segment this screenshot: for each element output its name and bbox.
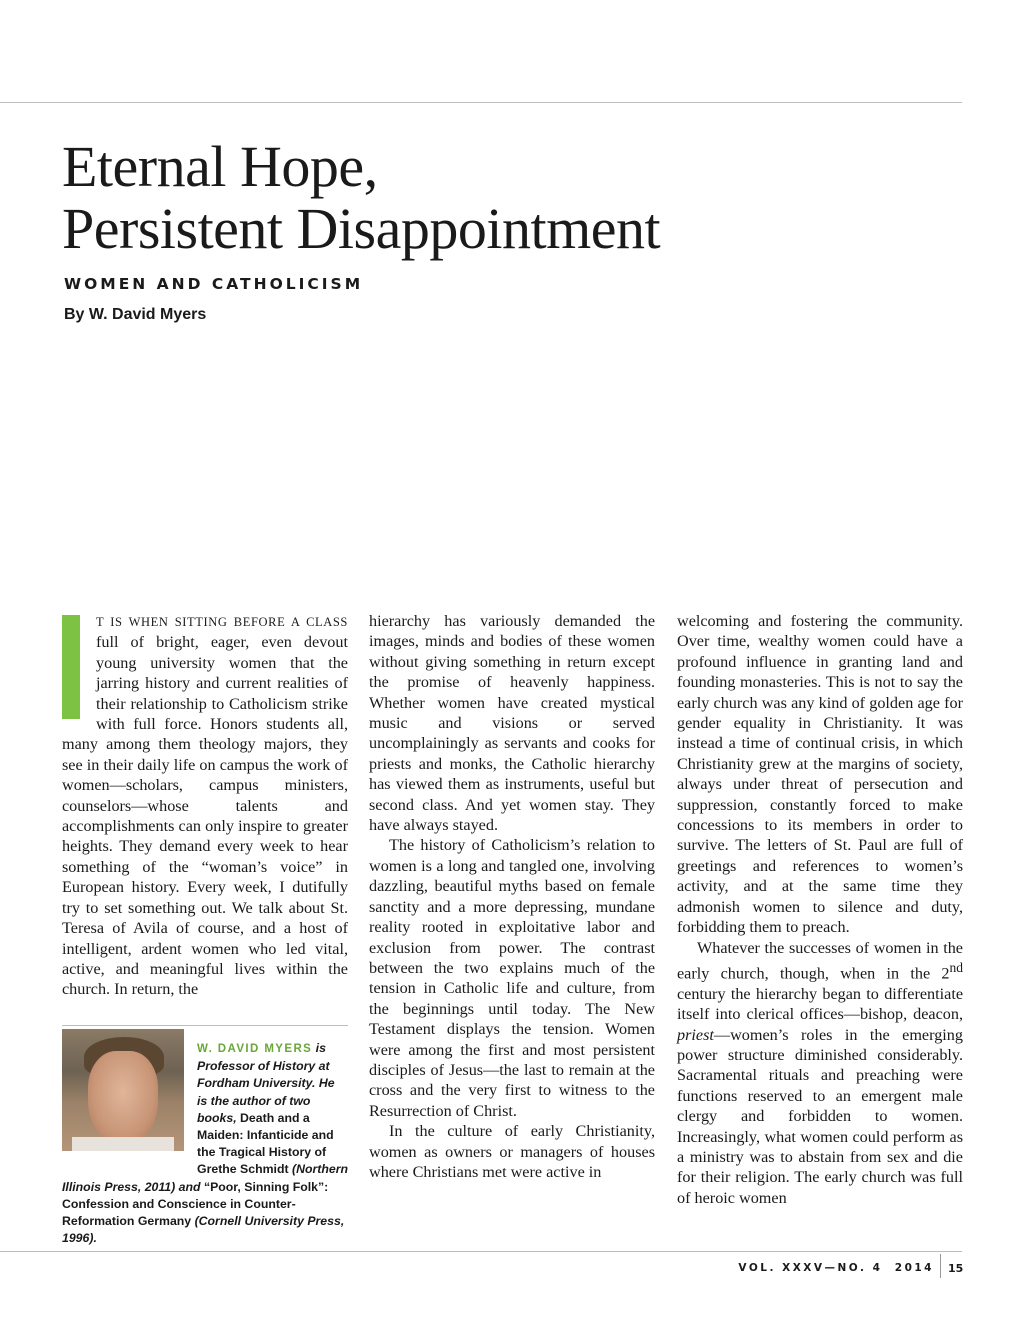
- bio-book-title: “Poor, Sinning Folk”: Confession and Conscience in Counter-Reformation Germany: [62, 1179, 329, 1229]
- article-byline: By W. David Myers: [64, 306, 207, 323]
- article-title: [62, 136, 660, 260]
- bio-text: (Northern Illinois Press, 2011) and: [62, 1162, 348, 1194]
- bottom-rule: [0, 1251, 962, 1252]
- paragraph: In the culture of early Christianity, women as owners or managers of houses where Christians met were active in: [369, 1122, 655, 1181]
- paragraph: welcoming and fostering the community. Over time, wealthy women could have a profound influence in granting land and founding monasteries. This is not to say the early church was any kind of golden age for gender equality in Christianity. It was instead a time of continual crisis, in which Christianity grew at the margins of society, always under threat of persecution and suppression, constantly forced to make concessions to its members in order to survive. The letters of St. Paul are full of greetings and references to women’s activity, and at the same time they admonish women to silence and duty, forbidding them to preach.: [677, 612, 963, 937]
- photo-spacer: [62, 1040, 197, 1164]
- title-line-2: Persistent Disappointment: [62, 196, 661, 261]
- text-run: Whatever the successes of women in the early church, though, when in the 2: [677, 938, 963, 983]
- paragraph: The history of Catholicism’s relation to women is a long and tangled one, involving dazzling, beautiful myths based on female sanctity and a more depressing, mundane reality rooted in exploitative labor and exclusion from power. The contrast between the two explains much of the tension in Catholic life and culture, from the beginnings until today. The New Testament displays the tension. Women were among the first and most persistent disciples of Jesus—the last to remain at the cross and the very first to witness to the Resurrection of Christ.: [369, 836, 655, 1120]
- opening-body: full of bright, eager, even devout young university women that the jarring history and current realities of their relationship to Catholicism strike with full force. Honors students all, many among them theology majors, they see in their daily life on campus the work of women—scholars, campus ministers, counselors—whose talents and accomplishments can only inspire to greater heights. They demand every week to hear something of the “woman’s voice” in European history. Every week, I dutifully try to set something out. We talk about St. Teresa of Avila of course, and a host of intelligent, ardent women who led vital, active, and meaningful lives within the church. In return, the: [62, 633, 348, 999]
- text-column-2: [369, 611, 655, 1182]
- page-number: 15: [948, 1262, 964, 1275]
- emphasis: priest: [677, 1025, 714, 1044]
- text-run: century the hierarchy began to differentiate itself into clerical offices—bishop, deacon,: [677, 984, 963, 1024]
- opening-paragraph: [62, 611, 348, 1000]
- folio-separator: [940, 1254, 941, 1278]
- top-rule: [0, 102, 962, 103]
- bio-text: is Professor of History at Fordham University. He is the author of two books,: [197, 1041, 335, 1125]
- bio-author-name: W. DAVID MYERS: [197, 1043, 313, 1055]
- article-kicker: WOMEN AND CATHOLICISM: [64, 275, 364, 293]
- title-line-1: Eternal Hope,: [62, 134, 378, 199]
- text-column-3: [677, 611, 963, 1208]
- author-bio: [62, 1040, 348, 1247]
- bio-book-title: Death and a Maiden: Infanticide and the Tragical History of Grethe Schmidt: [197, 1110, 334, 1177]
- bio-text: (Cornell University Press, 1996).: [62, 1214, 345, 1246]
- opening-lead: T IS WHEN SITTING BEFORE A CLASS: [96, 615, 348, 629]
- bio-divider: [62, 1025, 348, 1026]
- issue-info: VOL. XXXV—NO. 4 2014: [738, 1262, 934, 1274]
- ordinal-suffix: nd: [949, 959, 963, 975]
- text-column-1: [62, 611, 348, 1000]
- paragraph: [677, 938, 963, 1209]
- drop-cap-bar: [62, 615, 80, 719]
- text-run: —women’s roles in the emerging power structure diminished considerably. Sacramental rituals and preaching were functions reserved to an emergent male clergy and forbidden to women. Increasingly, what women could perform as a ministry was to abstain from sex and die for their religion. The early church was full of heroic women: [677, 1025, 963, 1207]
- paragraph: hierarchy has variously demanded the images, minds and bodies of these women without giving something in return except the promise of heavenly happiness. Whether women have created mystical music and visions or served uncomplainingly as servants and cooks for priests and monks, the Catholic hierarchy has viewed them as instruments, useful but second class. And yet women stay. They have always stayed.: [369, 612, 655, 835]
